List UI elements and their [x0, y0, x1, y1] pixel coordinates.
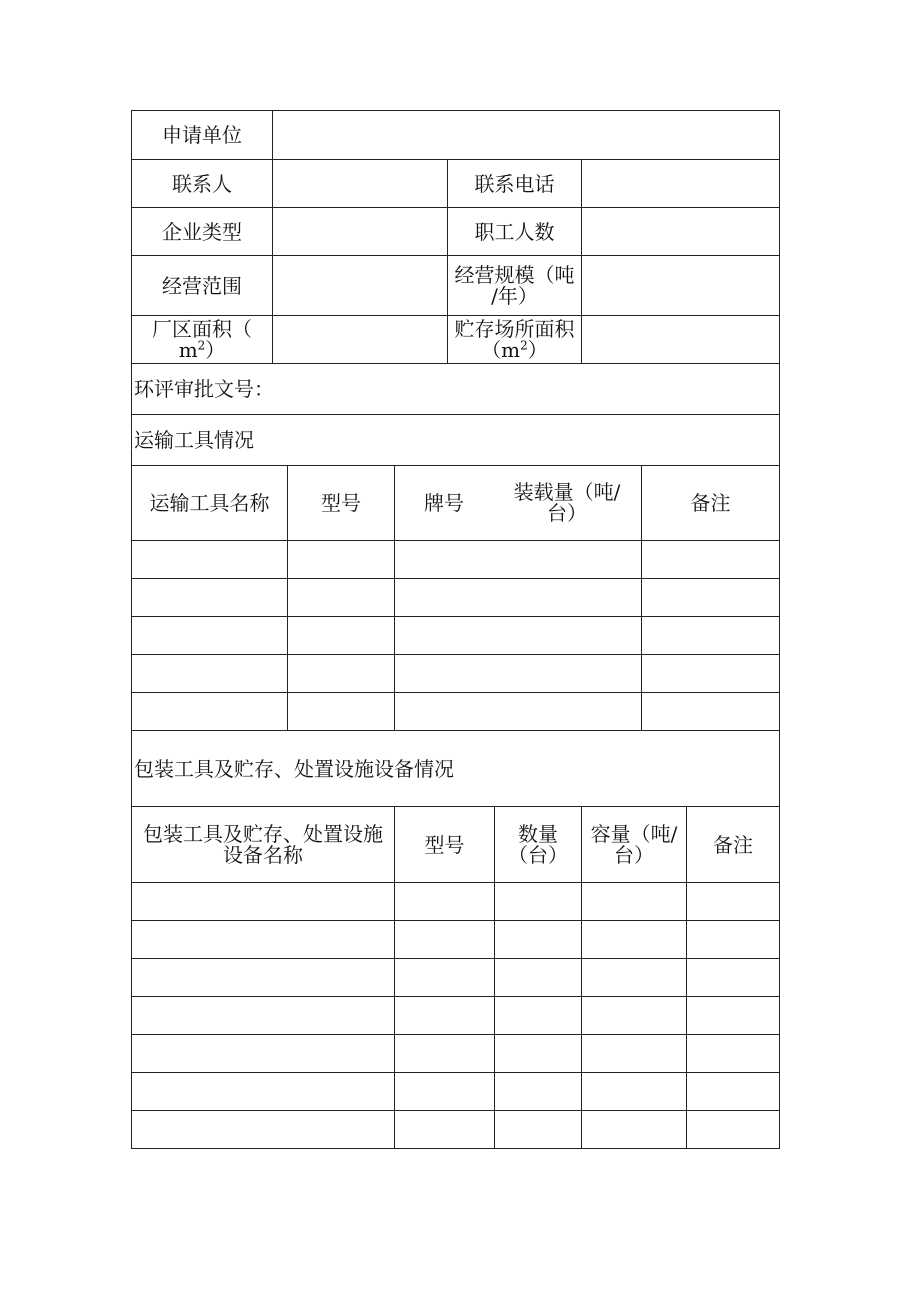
- packaging-header-quantity-line1: 数量: [518, 821, 558, 846]
- transport-header-plate-capacity: [395, 466, 642, 541]
- packaging-cell[interactable]: [495, 959, 582, 997]
- packaging-header-quantity: [495, 807, 582, 883]
- phone-field[interactable]: [582, 160, 780, 208]
- packaging-cell[interactable]: [132, 921, 395, 959]
- packaging-cell[interactable]: [395, 883, 495, 921]
- staff-count-field[interactable]: [582, 208, 780, 256]
- packaging-section-title: 包装工具及贮存、处置设施设备情况: [132, 731, 780, 807]
- transport-cell[interactable]: [132, 579, 288, 617]
- packaging-cell[interactable]: [687, 1073, 780, 1111]
- table-row: [132, 579, 780, 617]
- transport-cell[interactable]: [132, 655, 288, 693]
- transport-header-capacity: [493, 482, 641, 524]
- packaging-cell[interactable]: [495, 1035, 582, 1073]
- packaging-cell[interactable]: [395, 997, 495, 1035]
- storage-area-field[interactable]: [582, 316, 780, 364]
- packaging-cell[interactable]: [582, 959, 687, 997]
- packaging-cell[interactable]: [582, 1073, 687, 1111]
- packaging-header-capacity: [582, 807, 687, 883]
- storage-area-label: [448, 316, 582, 364]
- storage-area-unit-exponent: 2: [520, 337, 528, 352]
- packaging-header-capacity-line2: 台）: [614, 842, 654, 867]
- transport-cell[interactable]: [395, 693, 642, 731]
- transport-cell[interactable]: [395, 617, 642, 655]
- packaging-cell[interactable]: [132, 883, 395, 921]
- transport-cell[interactable]: [395, 579, 642, 617]
- packaging-cell[interactable]: [495, 997, 582, 1035]
- transport-header-name: 运输工具名称: [132, 466, 288, 541]
- plant-area-label: [132, 316, 273, 364]
- transport-cell[interactable]: [288, 655, 395, 693]
- contact-field[interactable]: [273, 160, 448, 208]
- storage-area-label-line2: [448, 337, 581, 362]
- table-row: [132, 693, 780, 731]
- packaging-cell[interactable]: [582, 1111, 687, 1149]
- plant-area-unit: m: [178, 337, 198, 362]
- packaging-header-remark: 备注: [687, 807, 780, 883]
- transport-header-remark: 备注: [642, 466, 780, 541]
- transport-cell[interactable]: [642, 617, 780, 655]
- business-scale-label: [448, 256, 582, 316]
- staff-count-label: 职工人数: [448, 208, 582, 256]
- packaging-cell[interactable]: [582, 1035, 687, 1073]
- packaging-cell[interactable]: [132, 1111, 395, 1149]
- plant-area-field[interactable]: [273, 316, 448, 364]
- storage-area-close: ）: [527, 337, 548, 362]
- packaging-header-name: [132, 807, 395, 883]
- business-scale-label-line1: 经营规模（吨: [454, 262, 575, 287]
- eia-approval-number[interactable]: 环评审批文号：: [132, 364, 780, 415]
- packaging-cell[interactable]: [132, 1073, 395, 1111]
- transport-cell[interactable]: [288, 617, 395, 655]
- transport-cell[interactable]: [642, 655, 780, 693]
- packaging-cell[interactable]: [395, 1073, 495, 1111]
- packaging-header-capacity-line1: 容量（吨/: [590, 821, 678, 846]
- business-scope-label: 经营范围: [132, 256, 273, 316]
- table-row: [132, 921, 780, 959]
- enterprise-type-label: 企业类型: [132, 208, 273, 256]
- table-row: [132, 883, 780, 921]
- plant-area-label-line2: [132, 337, 272, 362]
- transport-header-capacity-line1: 装载量（吨/: [513, 480, 621, 504]
- packaging-cell[interactable]: [495, 921, 582, 959]
- packaging-cell[interactable]: [687, 921, 780, 959]
- business-scale-field[interactable]: [582, 256, 780, 316]
- packaging-header-quantity-line2: （台）: [508, 842, 568, 867]
- packaging-cell[interactable]: [495, 1111, 582, 1149]
- transport-cell[interactable]: [132, 693, 288, 731]
- packaging-cell[interactable]: [395, 1111, 495, 1149]
- packaging-table: [131, 806, 780, 1149]
- table-row: [132, 1111, 780, 1149]
- packaging-cell[interactable]: [582, 921, 687, 959]
- packaging-cell[interactable]: [132, 997, 395, 1035]
- transport-table: [131, 465, 780, 807]
- transport-cell[interactable]: [132, 541, 288, 579]
- packaging-cell[interactable]: [687, 883, 780, 921]
- table-row: [132, 617, 780, 655]
- storage-area-label-line1: 贮存场所面积: [454, 316, 575, 341]
- packaging-cell[interactable]: [687, 959, 780, 997]
- transport-cell[interactable]: [395, 655, 642, 693]
- storage-area-unit: （m: [481, 337, 521, 362]
- packaging-cell[interactable]: [395, 921, 495, 959]
- table-row: [132, 1073, 780, 1111]
- packaging-cell[interactable]: [687, 1035, 780, 1073]
- packaging-header-model: 型号: [395, 807, 495, 883]
- applicant-label: 申请单位: [132, 111, 273, 160]
- packaging-cell[interactable]: [495, 883, 582, 921]
- transport-cell[interactable]: [642, 693, 780, 731]
- table-row: [132, 655, 780, 693]
- table-row: [132, 959, 780, 997]
- table-row: [132, 1035, 780, 1073]
- applicant-field[interactable]: [273, 111, 780, 160]
- packaging-header-name-line2: 设备名称: [223, 842, 303, 867]
- packaging-cell[interactable]: [687, 1111, 780, 1149]
- application-form: [131, 110, 779, 1149]
- table-row: [132, 997, 780, 1035]
- plant-area-close: ）: [205, 337, 226, 362]
- transport-cell[interactable]: [132, 617, 288, 655]
- transport-cell[interactable]: [288, 693, 395, 731]
- packaging-cell[interactable]: [132, 959, 395, 997]
- transport-cell[interactable]: [288, 541, 395, 579]
- transport-cell[interactable]: [288, 579, 395, 617]
- transport-cell[interactable]: [642, 579, 780, 617]
- plant-area-label-line1: 厂区面积（: [152, 316, 252, 341]
- transport-section-title: 运输工具情况: [132, 415, 780, 466]
- transport-header-plate: 牌号: [424, 491, 464, 515]
- packaging-cell[interactable]: [687, 997, 780, 1035]
- business-scope-field[interactable]: [273, 256, 448, 316]
- packaging-cell[interactable]: [395, 959, 495, 997]
- packaging-header-name-line1: 包装工具及贮存、处置设施: [143, 821, 383, 846]
- contact-label: 联系人: [132, 160, 273, 208]
- transport-cell[interactable]: [395, 541, 642, 579]
- table-row: [132, 541, 780, 579]
- business-scale-label-line2: /年）: [491, 283, 538, 308]
- packaging-cell[interactable]: [395, 1035, 495, 1073]
- plant-area-unit-exponent: 2: [197, 337, 206, 352]
- packaging-cell[interactable]: [582, 997, 687, 1035]
- packaging-cell[interactable]: [495, 1073, 582, 1111]
- transport-header-capacity-line2: 台）: [547, 501, 587, 525]
- packaging-cell[interactable]: [582, 883, 687, 921]
- phone-label: 联系电话: [448, 160, 582, 208]
- basic-info-table: [131, 110, 780, 466]
- enterprise-type-field[interactable]: [273, 208, 448, 256]
- transport-cell[interactable]: [642, 541, 780, 579]
- packaging-cell[interactable]: [132, 1035, 395, 1073]
- transport-header-model: 型号: [288, 466, 395, 541]
